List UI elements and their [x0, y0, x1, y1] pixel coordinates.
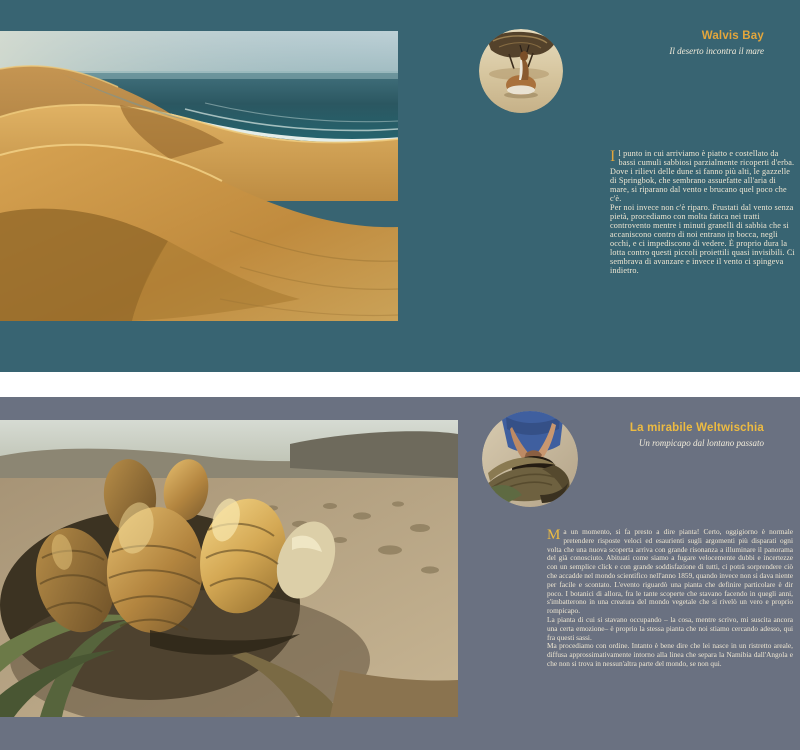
chapter-body-text: [547, 528, 793, 669]
desert-photo-illustration: [0, 31, 398, 321]
desert-ocean-photo: [0, 31, 398, 321]
chapter-title: La mirabile Weltwischia: [629, 422, 764, 434]
chapter-body-text: [610, 149, 796, 275]
paragraph: [547, 528, 793, 616]
paragraph: Per noi invece non c'è riparo. Frustati dal vento senza pietà, procediamo con molta fatica nei tratti controvento mentre i minuti granelli di sabbia che si accaniscono contro di noi entrano in bocca, negli occhi, e ci impediscono di vedere. È proprio dura la lotta contro questi piccoli proiettili quasi invisibili. Ci sembrava di avanzare e invece il vento ci spingeva indietro.: [610, 203, 795, 275]
chapter-title: Walvis Bay: [701, 30, 764, 42]
page-walvis-bay: [0, 0, 800, 372]
chapter-header-walvis-bay: [504, 30, 764, 56]
chapter-subtitle: Un rompicapo dal lontano passato: [638, 438, 764, 448]
paragraph: Ma procediamo con ordine. Intanto è bene dire che lei nasce in un ristretto areale, diffusa approssimativamente intorno alla linea che separa la Namibia dall'Angola e che non si trova in nessun'altra parte del mondo, se non qui.: [547, 641, 793, 668]
welwitschia-cones-photo: [0, 420, 458, 717]
chapter-subtitle: Il deserto incontra il mare: [669, 46, 764, 56]
paragraph: [610, 149, 796, 203]
chapter-header-welwitschia: [504, 422, 764, 448]
page-separator: [0, 372, 800, 397]
paragraph-text: a un momento, si fa presto a dire pianta! Certo, oggigiorno è normale pretendere risposte veloci ed esaurienti sugli argomenti più disparati ogni volta che una nuova scoperta arriva con grande risonanza a illuminare il panorama del già conosciuto. Abituati come siamo a fugare velocemente dubbi e incertezze con un semplice click e con grande soddisfazione di tutti, ci potrà sorprendere ciò che accadde nel mondo scientifico nell'anno 1859, quando invece non si dava niente per facile e scontato. L'evento riguardò una pianta che definire particolare è dir poco. I botanici di allora, fra le tante scoperte che stavano facendo in quegli anni, s'imbatterono in una creatura del mondo vegetale che si rivelò un vero e proprio rompicapo.: [547, 527, 793, 616]
dropcap-letter: I: [610, 148, 616, 165]
paragraph: La pianta di cui si stavano occupando – la cosa, mentre scrivo, mi suscita ancora una certa emozione– è proprio la stessa pianta che noi stiamo cercando adesso, qui fra questi sassi.: [547, 614, 793, 642]
paragraph-text: l punto in cui arriviamo è piatto e costellato da bassi cumuli sabbiosi parzialmente ricoperti d'erba. Dove i rilievi delle dune si fanno più alti, le gazzelle di Springbok, che sembrano assuefatte all'aria di mare, si riparano dal vento e brucano quel poco che c'è.: [610, 149, 795, 203]
dropcap-letter: M: [547, 527, 561, 543]
page-welwitschia: [0, 397, 800, 750]
welwitschia-photo-illustration: [0, 420, 458, 717]
